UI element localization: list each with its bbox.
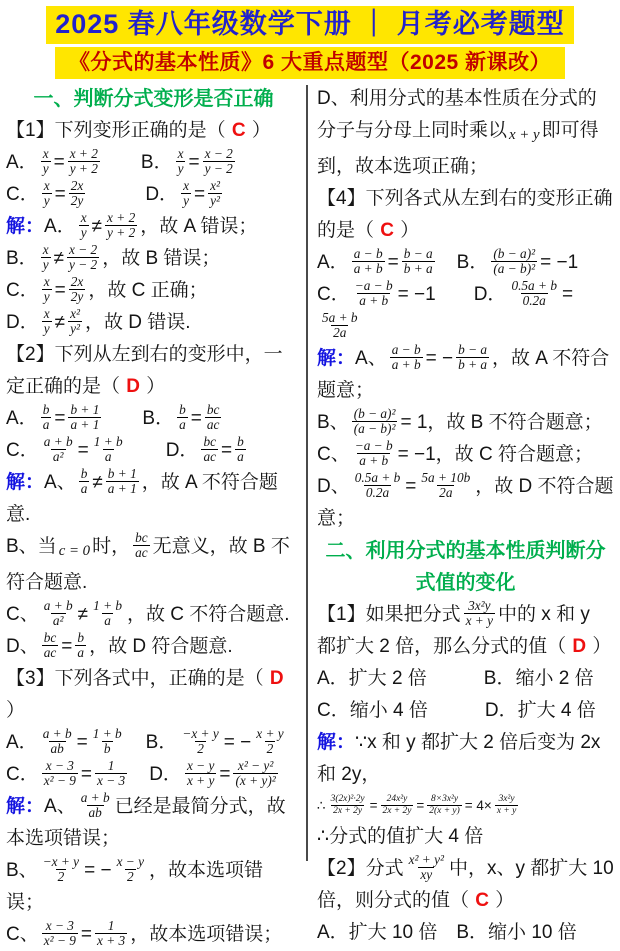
text-run: =	[190, 408, 202, 429]
fraction: $\frac{-a - b}{a + b}$	[354, 437, 393, 469]
text-run: A．	[6, 732, 38, 753]
content-line	[6, 759, 301, 791]
fraction: $\frac{-x + y}{2}$	[42, 853, 80, 885]
fraction: $\frac{a + b}{ab}$	[42, 725, 72, 757]
right-column	[308, 83, 616, 943]
text-run: ，故 D 不符合题意；	[317, 476, 614, 529]
text-run: C．	[6, 280, 39, 301]
fraction: $\frac{\text{3(2x)²·2y}}{2x + 2y}$	[330, 794, 365, 816]
content-line	[317, 791, 614, 821]
content-line	[6, 243, 301, 275]
fraction: $\frac{b}{a}$	[77, 629, 85, 661]
content-line	[6, 631, 301, 663]
header	[0, 6, 620, 79]
text-run: A．	[6, 152, 38, 173]
fraction: $\frac{b + 1}{a + 1}$	[70, 401, 100, 433]
fraction: $\frac{\text{x²}}{\text{y²}}$	[210, 177, 220, 209]
fraction: $\frac{x}{y}$	[183, 177, 189, 209]
page-title: 2025 春八年级数学下册 ｜ 月考必考题型	[46, 6, 574, 44]
fraction: $\frac{0.5a + b}{0.2a}$	[354, 469, 401, 501]
text-run	[104, 408, 142, 429]
text-run: =	[77, 440, 89, 461]
text-run: ）	[246, 120, 271, 141]
text-run: =	[53, 152, 65, 173]
text-run: ）	[6, 700, 26, 721]
text-run: =	[387, 252, 399, 273]
text-run: ≠	[54, 312, 66, 333]
solution-label: 解：	[6, 472, 45, 493]
content-line	[6, 663, 301, 727]
text-run: C．	[6, 184, 39, 205]
text-run: ≠	[77, 604, 89, 625]
fraction: $\frac{a - b}{a + b}$	[391, 341, 421, 373]
fraction: $\frac{x}{y}$	[43, 177, 50, 209]
text-run	[127, 732, 146, 753]
text-run: D、	[6, 636, 39, 657]
text-run: B、	[6, 860, 38, 881]
fraction: $\frac{\text{x² − y²}}{\text{(x + y)²}}$	[235, 757, 276, 789]
fraction: $\frac{x}{y}$	[43, 305, 50, 337]
text-run: C．	[6, 764, 39, 785]
text-run: =	[54, 184, 66, 205]
fraction: $\frac{bc}{ac}$	[203, 433, 216, 465]
text-run: B．	[140, 152, 173, 173]
text-run: ，故 A 不符合题意.	[6, 472, 278, 525]
text-run: 【1】如果把分式	[317, 604, 461, 625]
fraction: $\frac{b - a}{b + a}$	[403, 245, 433, 277]
fraction: $\frac{a - b}{a + b}$	[353, 245, 383, 277]
text-run: =	[405, 476, 417, 497]
fraction: $\frac{b}{a}$	[237, 433, 244, 465]
content-line	[317, 407, 614, 439]
fraction: $\frac{\text{24x²y}}{2x + 2y}$	[382, 794, 412, 816]
text-run: A．扩大 2 倍 B．缩小 2 倍	[317, 668, 594, 689]
text-run	[436, 284, 474, 305]
text-run: =	[369, 798, 378, 813]
fraction: $\frac{x + 2}{y + 2}$	[107, 209, 136, 241]
fraction: $\frac{x - 2}{y - 2}$	[204, 145, 233, 177]
text-run: =	[61, 636, 73, 657]
text-run: 【2】下列从左到右的变形中，一定正确的是（	[6, 344, 283, 397]
text-run: ）	[490, 890, 515, 911]
text-run: B．	[145, 732, 178, 753]
content-line	[6, 467, 301, 531]
content-line	[6, 727, 301, 759]
text-run: ，故 A 错误；	[140, 216, 258, 237]
fraction: $\frac{0.5a + b}{0.2a}$	[511, 277, 557, 309]
text-run: ∵x 和 y 都扩大 2 倍后变为 2x 和 2y，	[317, 732, 601, 785]
fraction: $\frac{a + b}{ab}$	[80, 789, 110, 821]
fraction: $\frac{x + y}{2}$	[256, 725, 284, 757]
text-run: D、	[317, 476, 350, 497]
text-run: A．扩大 10 倍 B．缩小 10 倍	[317, 922, 577, 943]
content-line	[6, 599, 301, 631]
content-line	[317, 663, 614, 695]
text-run: ，故 B 错误；	[102, 248, 221, 269]
fraction: $\frac{x - 2}{y - 2}$	[69, 241, 98, 273]
fraction: $\frac{x - y}{2}$	[116, 853, 145, 885]
text-run: D．	[473, 284, 507, 305]
text-run	[438, 252, 457, 273]
fraction: $\frac{\text{(b − a)²}}{\text{(a − b)²}}$	[493, 245, 536, 277]
fraction: $\frac{1}{x + 3}$	[97, 917, 126, 949]
content-line	[317, 471, 614, 535]
text-run: ）	[141, 376, 166, 397]
text-run: A、	[44, 796, 76, 817]
fraction: $\frac{\text{x²}}{\text{y²}}$	[70, 305, 80, 337]
fraction: $\frac{x}{y}$	[42, 241, 49, 273]
fraction: $\frac{1 + b}{a}$	[93, 433, 123, 465]
text-run: = −	[425, 348, 454, 369]
content-line	[317, 83, 614, 183]
section-header: 一、判断分式变形是否正确	[33, 88, 274, 110]
fraction: $\frac{1 + b}{b}$	[92, 725, 122, 757]
text-run: A．	[6, 408, 38, 429]
fraction: $\frac{\text{3x²y}}{x + y}$	[465, 597, 494, 629]
fraction: $\frac{b - a}{b + a}$	[458, 341, 488, 373]
content-line	[6, 403, 301, 435]
fraction: $\frac{bc}{ac}$	[206, 401, 220, 433]
text-run: = −1	[397, 284, 436, 305]
fraction: $\frac{x - 3}{\text{x² − 9}}$	[43, 917, 76, 949]
text-run: ∴	[317, 798, 326, 813]
content-line	[6, 115, 301, 147]
page-subtitle: 《分式的基本性质》6 大重点题型（2025 新课改）	[55, 47, 565, 79]
fraction: $\frac{2x}{2y}$	[70, 273, 84, 305]
text-run: ，故本选项错误；	[130, 924, 283, 945]
text-run: ，故本选项错误；	[6, 860, 264, 913]
fraction: $\frac{b + 1}{a + 1}$	[107, 465, 137, 497]
content-line	[6, 179, 301, 211]
answer-letter: C	[380, 220, 395, 241]
fraction: $\frac{bc}{ac}$	[43, 629, 57, 661]
answer-letter: D	[269, 668, 284, 689]
text-run: =	[188, 152, 200, 173]
content-columns	[0, 79, 620, 949]
text-run: 即可得到，故本选项正确；	[317, 120, 599, 177]
fraction: $\frac{1}{x - 3}$	[97, 757, 126, 789]
text-run: 【2】分式	[317, 858, 404, 879]
text-run: 已经是最简分式，故本选项错误；	[6, 796, 286, 849]
text-run: B、	[317, 412, 349, 433]
text-run: B、当	[6, 536, 57, 557]
text-run	[103, 152, 141, 173]
fraction: $\frac{x}{y}$	[42, 145, 49, 177]
fraction: $\frac{x}{y}$	[43, 273, 50, 305]
fraction: $\frac{b}{a}$	[179, 401, 186, 433]
text-run: =	[561, 284, 574, 305]
fraction: $\frac{-x + y}{2}$	[182, 725, 219, 757]
fraction: $\frac{x}{y}$	[80, 209, 87, 241]
text-run: =	[193, 184, 206, 205]
content-line	[317, 439, 614, 471]
fraction: $\frac{-a - b}{a + b}$	[354, 277, 393, 309]
text-run: = −	[84, 860, 112, 881]
solution-label: 解：	[317, 732, 356, 753]
text-run: D．	[145, 184, 179, 205]
solution-label: 解：	[6, 216, 45, 237]
text-run: ≠	[91, 216, 103, 237]
fraction: $\frac{bc}{ac}$	[135, 529, 148, 561]
text-run: A、	[355, 348, 387, 369]
text-run: D．	[6, 312, 39, 333]
text-run	[130, 764, 149, 785]
content-line	[317, 343, 614, 407]
text-run: =	[54, 408, 66, 429]
left-column	[6, 83, 306, 949]
fraction: $\frac{b}{a}$	[42, 401, 50, 433]
solution-label: 解：	[317, 348, 356, 369]
content-line	[317, 727, 614, 791]
fraction: $\frac{\text{(b − a)²}}{\text{(a − b)²}}$	[353, 405, 396, 437]
fraction: $\frac{\text{8×3x²y}}{2(x + y)}$	[429, 794, 460, 816]
content-line	[6, 307, 301, 339]
fraction: $\frac{x + 2}{y + 2}$	[69, 145, 98, 177]
content-line	[6, 211, 301, 243]
text-run: = −1，故 C 符合题意；	[397, 444, 593, 465]
text-run: A．	[44, 216, 76, 237]
content-line	[6, 339, 301, 403]
text-run: =	[80, 924, 93, 945]
text-run: 无意义，故 B 不符合题意.	[6, 536, 290, 593]
content-line	[6, 791, 301, 855]
text-run: C、	[6, 924, 39, 945]
content-line	[317, 821, 614, 853]
text-run: =	[221, 440, 233, 461]
content-line	[317, 183, 614, 247]
inline-math: c = 0	[58, 543, 91, 559]
text-run: = −	[223, 732, 252, 753]
content-line	[317, 599, 614, 663]
text-run: D．	[165, 440, 199, 461]
text-run: = −1	[540, 252, 579, 273]
text-run: 【3】下列各式中，正确的是（	[6, 668, 269, 689]
text-run: 中的 x 和 y 都扩大 2 倍，那么分式的值（	[317, 604, 590, 657]
text-run: 【1】下列变形正确的是（	[6, 120, 231, 141]
text-run: =	[416, 798, 425, 813]
content-line	[317, 853, 614, 917]
text-run: =	[54, 280, 66, 301]
text-run: A．	[317, 252, 349, 273]
text-run	[88, 184, 145, 205]
text-run: C．	[317, 284, 350, 305]
fraction: $\frac{1 + b}{a}$	[93, 597, 123, 629]
text-run: C、	[317, 444, 350, 465]
text-run: C．	[6, 440, 39, 461]
text-run: ，故 A 不符合题意；	[317, 348, 610, 401]
fraction: $\frac{\text{3x²y}}{x + y}$	[496, 794, 517, 816]
text-run: B．	[456, 252, 489, 273]
text-run: ，故 D 错误.	[84, 312, 191, 333]
text-run: ）	[395, 220, 420, 241]
content-line	[317, 247, 614, 279]
text-run: D、利用分式的基本性质在分式的分子与分母上同时乘以	[317, 88, 597, 141]
fraction: $\frac{x - y}{x + y}$	[186, 757, 215, 789]
text-run: ，故 C 正确；	[88, 280, 208, 301]
text-run	[128, 440, 166, 461]
section-header: 二、利用分式的基本性质判断分式值的变化	[325, 540, 606, 594]
fraction: $\frac{a + b}{\text{a²}}$	[43, 433, 73, 465]
text-run: =	[80, 764, 93, 785]
text-run: =	[219, 764, 231, 785]
text-run: C．缩小 4 倍 D．扩大 4 倍	[317, 700, 596, 721]
answer-letter: C	[231, 120, 246, 141]
text-run: A、	[44, 472, 76, 493]
fraction: $\frac{a + b}{\text{a²}}$	[43, 597, 73, 629]
content-line	[6, 275, 301, 307]
content-line	[6, 147, 301, 179]
inline-math: x + y	[509, 127, 540, 143]
text-run: B．	[6, 248, 38, 269]
fraction: $\frac{\text{x² + y²}}{xy}$	[408, 851, 444, 883]
text-run: ≠	[92, 472, 103, 493]
text-run: 中，x、y 都扩大 10 倍，则分式的值（	[317, 858, 614, 911]
solution-label: 解：	[6, 796, 45, 817]
content-line	[317, 917, 614, 949]
fraction: $\frac{x - 3}{\text{x² − 9}}$	[43, 757, 76, 789]
text-run: ，故 D 符合题意.	[89, 636, 233, 657]
content-line	[6, 531, 301, 599]
text-run: ∴分式的值扩大 4 倍	[317, 826, 484, 847]
text-run: B．	[142, 408, 175, 429]
content-line	[317, 279, 614, 343]
content-line	[317, 695, 614, 727]
fraction: $\frac{5a + b}{2a}$	[322, 309, 358, 341]
fraction: $\frac{2x}{2y}$	[70, 177, 84, 209]
text-run: C、	[6, 604, 39, 625]
text-run: ，故 C 不符合题意.	[127, 604, 290, 625]
text-run: ）	[587, 636, 612, 657]
text-run: 时，	[92, 536, 131, 557]
fraction: $\frac{x}{y}$	[177, 145, 184, 177]
content-line	[6, 855, 301, 919]
text-run: =	[76, 732, 88, 753]
fraction: $\frac{b}{a}$	[80, 465, 88, 497]
text-run: = 4×	[464, 798, 492, 813]
answer-letter: D	[572, 636, 587, 657]
content-line	[6, 435, 301, 467]
answer-letter: D	[126, 376, 141, 397]
fraction: $\frac{5a + 10b}{2a}$	[421, 469, 471, 501]
text-run: 【4】下列各式从左到右的变形正确的是（	[317, 188, 613, 241]
answer-letter: C	[475, 890, 490, 911]
text-run: = 1，故 B 不符合题意；	[400, 412, 603, 433]
text-run: D．	[149, 764, 182, 785]
content-line	[6, 919, 301, 951]
text-run: ≠	[53, 248, 65, 269]
